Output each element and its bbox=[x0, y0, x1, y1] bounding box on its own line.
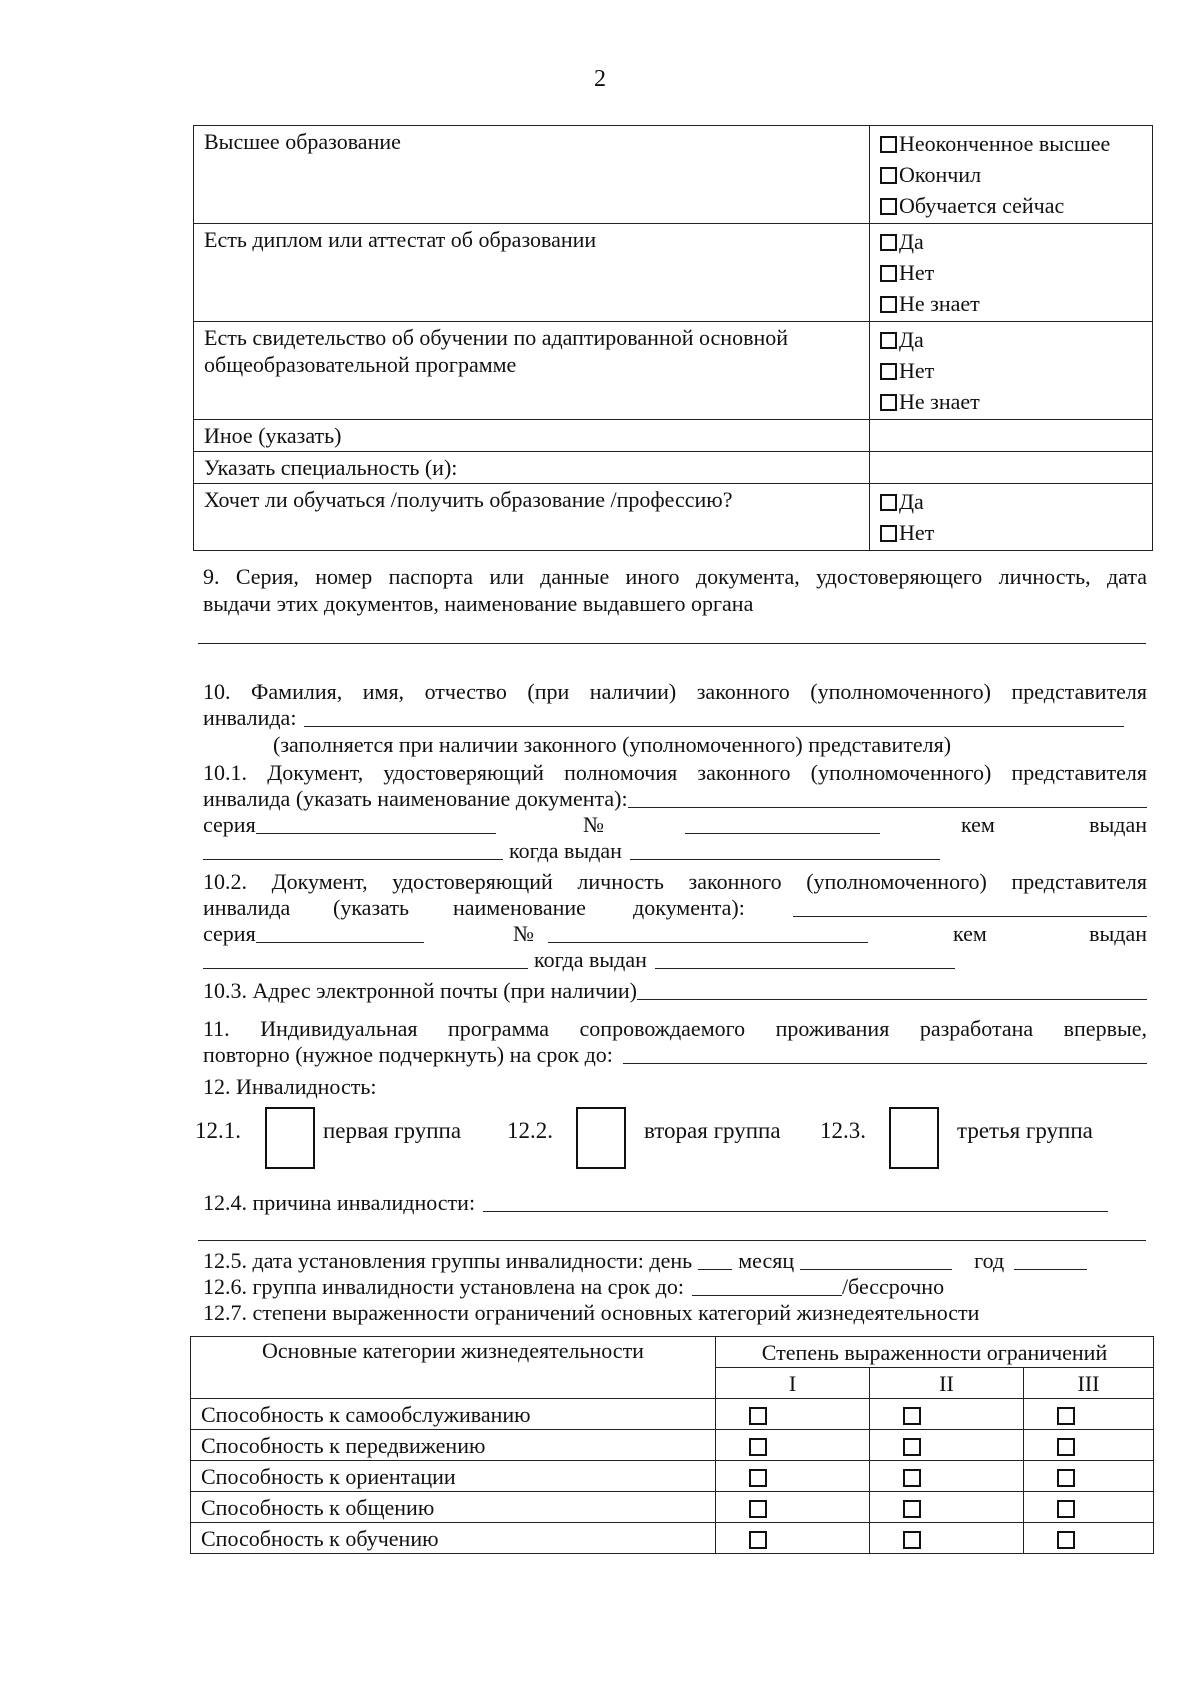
series-label: серия bbox=[203, 921, 256, 946]
authority-document-row bbox=[203, 786, 1147, 812]
section-12-title: 12. Инвалидность: bbox=[203, 1074, 377, 1099]
section-10 bbox=[203, 678, 1147, 758]
group-label: третья группа bbox=[957, 1118, 1093, 1143]
options-cell bbox=[870, 322, 1153, 420]
checkbox[interactable] bbox=[749, 1407, 767, 1425]
category-cell: Способность к передвижению bbox=[191, 1430, 716, 1461]
group-3-box[interactable] bbox=[889, 1107, 939, 1169]
group-number: 12.2. bbox=[507, 1118, 553, 1143]
identity-document-row bbox=[203, 895, 1147, 921]
capacity-table bbox=[190, 1336, 1154, 1554]
checkbox[interactable] bbox=[880, 136, 897, 153]
option[interactable]: Окончил bbox=[880, 159, 1142, 190]
checkbox[interactable] bbox=[880, 525, 897, 542]
checkbox[interactable] bbox=[749, 1500, 767, 1518]
number-field[interactable] bbox=[685, 833, 880, 834]
section-10-2-line: 10.2. Документ, удостоверяющий личность законного (уполномоченного) представителя bbox=[203, 869, 1147, 894]
section-10-note: (заполняется при наличии законного (уполномоченного) представителя) bbox=[273, 732, 952, 757]
year-label: год bbox=[974, 1248, 1005, 1273]
disability-groups bbox=[195, 1107, 1145, 1177]
authority-document-field[interactable] bbox=[628, 807, 1147, 808]
identity-series-row bbox=[203, 921, 1147, 947]
program-term-row bbox=[203, 1042, 1147, 1068]
option[interactable]: Нет bbox=[880, 355, 1142, 386]
representative-name-field[interactable] bbox=[304, 726, 1124, 727]
checkbox[interactable] bbox=[1057, 1500, 1075, 1518]
level-cell bbox=[716, 1399, 870, 1430]
checkbox[interactable] bbox=[880, 296, 897, 313]
degree-header: Степень выраженности ограничений bbox=[716, 1337, 1154, 1368]
degrees-row bbox=[203, 1300, 1147, 1326]
checkbox[interactable] bbox=[749, 1438, 767, 1456]
issued-by-label: выдан bbox=[1089, 921, 1147, 946]
email-label: 10.3. Адрес электронной почты (при наличии) bbox=[203, 978, 638, 1003]
options-cell bbox=[870, 224, 1153, 322]
level-cell bbox=[870, 1399, 1024, 1430]
level-cell bbox=[1024, 1523, 1154, 1554]
issued-by-label: кем bbox=[961, 812, 995, 837]
checkbox[interactable] bbox=[903, 1469, 921, 1487]
group-number: 12.3. bbox=[820, 1118, 866, 1143]
group-label: вторая группа bbox=[644, 1118, 781, 1143]
answer-cell[interactable] bbox=[870, 420, 1153, 452]
checkbox[interactable] bbox=[1057, 1469, 1075, 1487]
section-9-line: выдачи этих документов, наименование выдавшего органа bbox=[203, 591, 754, 616]
table-header-row bbox=[191, 1337, 1154, 1368]
question-cell: Высшее образование bbox=[194, 126, 870, 224]
checkbox[interactable] bbox=[880, 332, 897, 349]
representative-name-label: инвалида: bbox=[203, 705, 297, 730]
level-cell bbox=[716, 1492, 870, 1523]
checkbox[interactable] bbox=[903, 1407, 921, 1425]
table-row bbox=[191, 1523, 1154, 1554]
issuer-field[interactable] bbox=[203, 859, 503, 860]
table-row bbox=[191, 1461, 1154, 1492]
series-field[interactable] bbox=[256, 942, 424, 943]
table-row bbox=[191, 1430, 1154, 1461]
email-field[interactable] bbox=[637, 999, 1147, 1000]
group-2-box[interactable] bbox=[576, 1107, 626, 1169]
date-label: 12.5. дата установления группы инвалидности: день bbox=[203, 1248, 693, 1273]
checkbox[interactable] bbox=[880, 494, 897, 511]
authority-document-label: инвалида (указать наименование документа): bbox=[203, 786, 628, 811]
options-cell bbox=[870, 484, 1153, 551]
options-cell bbox=[870, 126, 1153, 224]
series-field[interactable] bbox=[256, 833, 496, 834]
identity-document-field[interactable] bbox=[793, 916, 1147, 917]
option[interactable]: Не знает bbox=[880, 386, 1142, 417]
question-cell: Иное (указать) bbox=[194, 420, 870, 452]
level-header: II bbox=[870, 1368, 1024, 1399]
term-row bbox=[203, 1274, 1147, 1300]
when-issued-label: когда выдан bbox=[534, 947, 647, 972]
section-9-line: 9. Серия, номер паспорта или данные иного документа, удостоверяющего личность, дата bbox=[203, 564, 1147, 589]
when-issued-field[interactable] bbox=[655, 968, 955, 969]
checkbox[interactable] bbox=[880, 265, 897, 282]
level-cell bbox=[1024, 1399, 1154, 1430]
authority-series-row bbox=[203, 812, 1147, 838]
when-issued-label: когда выдан bbox=[509, 838, 622, 863]
issuer-field[interactable] bbox=[203, 968, 528, 969]
year-field[interactable] bbox=[1014, 1269, 1087, 1270]
term-suffix: /бессрочно bbox=[841, 1274, 945, 1299]
checkbox[interactable] bbox=[880, 394, 897, 411]
section-12-4 bbox=[203, 1190, 1147, 1216]
question-cell: Есть диплом или аттестат об образовании bbox=[194, 224, 870, 322]
identity-issued-row bbox=[203, 947, 1147, 973]
term-label: 12.6. группа инвалидности установлена на срок до: bbox=[203, 1274, 684, 1299]
option[interactable]: Да bbox=[880, 486, 1142, 517]
level-cell bbox=[1024, 1461, 1154, 1492]
cause-label: 12.4. причина инвалидности: bbox=[203, 1190, 476, 1215]
cause-row bbox=[203, 1190, 1147, 1216]
level-cell bbox=[716, 1523, 870, 1554]
checkbox[interactable] bbox=[880, 167, 897, 184]
option[interactable]: Да bbox=[880, 324, 1142, 355]
number-label: № bbox=[513, 921, 534, 946]
education-table bbox=[193, 125, 1153, 551]
table-row bbox=[194, 452, 1153, 484]
document-data-line[interactable] bbox=[198, 643, 1146, 644]
category-cell: Способность к ориентации bbox=[191, 1461, 716, 1492]
table-row bbox=[194, 126, 1153, 224]
issued-by-label: кем bbox=[953, 921, 987, 946]
representative-name-row bbox=[203, 705, 1147, 731]
checkbox[interactable] bbox=[903, 1438, 921, 1456]
section-10-1-line: 10.1. Документ, удостоверяющий полномочия законного (уполномоченного) представителя bbox=[203, 760, 1147, 785]
month-label: месяц bbox=[738, 1248, 795, 1273]
identity-document-word: (указать bbox=[333, 895, 409, 920]
level-cell bbox=[716, 1461, 870, 1492]
section-10-line: 10. Фамилия, имя, отчество (при наличии) законного (уполномоченного) представителя bbox=[203, 679, 1147, 704]
page-number: 2 bbox=[594, 66, 606, 92]
program-term-label: повторно (нужное подчеркнуть) на срок до: bbox=[203, 1042, 613, 1067]
table-row bbox=[191, 1399, 1154, 1430]
category-cell: Способность к самообслуживанию bbox=[191, 1399, 716, 1430]
checkbox[interactable] bbox=[1057, 1407, 1075, 1425]
checkbox[interactable] bbox=[1057, 1531, 1075, 1549]
degrees-label: 12.7. степени выраженности ограничений основных категорий жизнедеятельности bbox=[203, 1300, 980, 1325]
date-row bbox=[203, 1248, 1147, 1274]
checkbox[interactable] bbox=[749, 1469, 767, 1487]
option[interactable]: Неоконченное высшее bbox=[880, 128, 1142, 159]
table-row bbox=[191, 1492, 1154, 1523]
level-cell bbox=[870, 1461, 1024, 1492]
month-field[interactable] bbox=[800, 1269, 952, 1270]
level-cell bbox=[716, 1430, 870, 1461]
cause-field-line[interactable] bbox=[198, 1240, 1146, 1241]
checkbox[interactable] bbox=[749, 1531, 767, 1549]
email-row bbox=[203, 978, 1147, 1004]
table-row bbox=[194, 224, 1153, 322]
term-field[interactable] bbox=[692, 1295, 842, 1296]
level-header: III bbox=[1024, 1368, 1154, 1399]
category-cell: Способность к общению bbox=[191, 1492, 716, 1523]
program-term-field[interactable] bbox=[623, 1063, 1147, 1064]
level-cell bbox=[1024, 1492, 1154, 1523]
section-9 bbox=[203, 563, 1147, 617]
categories-header: Основные категории жизнедеятельности bbox=[191, 1337, 716, 1399]
level-cell bbox=[1024, 1430, 1154, 1461]
level-cell bbox=[870, 1430, 1024, 1461]
answer-cell[interactable] bbox=[870, 452, 1153, 484]
question-cell: Есть свидетельство об обучении по адаптированной основной общеобразовательной программе bbox=[194, 322, 870, 420]
table-row bbox=[194, 322, 1153, 420]
option[interactable]: Да bbox=[880, 226, 1142, 257]
section-10-3 bbox=[203, 978, 1147, 1004]
level-cell bbox=[870, 1523, 1024, 1554]
question-cell: Хочет ли обучаться /получить образование /профессию? bbox=[194, 484, 870, 551]
table-row bbox=[194, 484, 1153, 551]
option[interactable]: Нет bbox=[880, 517, 1142, 548]
section-12-5 bbox=[203, 1248, 1147, 1326]
day-field[interactable] bbox=[698, 1269, 732, 1270]
section-11 bbox=[203, 1015, 1147, 1068]
table-row bbox=[194, 420, 1153, 452]
section-10-1 bbox=[203, 759, 1147, 864]
cause-field[interactable] bbox=[483, 1211, 1108, 1212]
category-cell: Способность к обучению bbox=[191, 1523, 716, 1554]
identity-document-word: наименование bbox=[453, 895, 586, 920]
question-cell: Указать специальность (и): bbox=[194, 452, 870, 484]
group-1-box[interactable] bbox=[265, 1107, 315, 1169]
group-label: первая группа bbox=[323, 1118, 462, 1143]
level-cell bbox=[870, 1492, 1024, 1523]
group-number: 12.1. bbox=[195, 1118, 241, 1143]
number-field[interactable] bbox=[548, 942, 868, 943]
level-header: I bbox=[716, 1368, 870, 1399]
checkbox[interactable] bbox=[880, 234, 897, 251]
number-label: № bbox=[583, 812, 604, 837]
when-issued-field[interactable] bbox=[630, 859, 940, 860]
checkbox[interactable] bbox=[880, 198, 897, 215]
identity-document-word: инвалида bbox=[203, 895, 291, 920]
checkbox[interactable] bbox=[903, 1531, 921, 1549]
identity-document-word: документа): bbox=[633, 895, 745, 920]
authority-issued-row bbox=[203, 838, 1147, 864]
section-10-2 bbox=[203, 868, 1147, 973]
option[interactable]: Обучается сейчас bbox=[880, 190, 1142, 221]
series-label: серия bbox=[203, 812, 256, 837]
checkbox[interactable] bbox=[880, 363, 897, 380]
checkbox[interactable] bbox=[903, 1500, 921, 1518]
option[interactable]: Нет bbox=[880, 257, 1142, 288]
issued-by-label: выдан bbox=[1089, 812, 1147, 837]
section-11-line: 11. Индивидуальная программа сопровождаемого проживания разработана впервые, bbox=[203, 1016, 1147, 1041]
option[interactable]: Не знает bbox=[880, 288, 1142, 319]
checkbox[interactable] bbox=[1057, 1438, 1075, 1456]
